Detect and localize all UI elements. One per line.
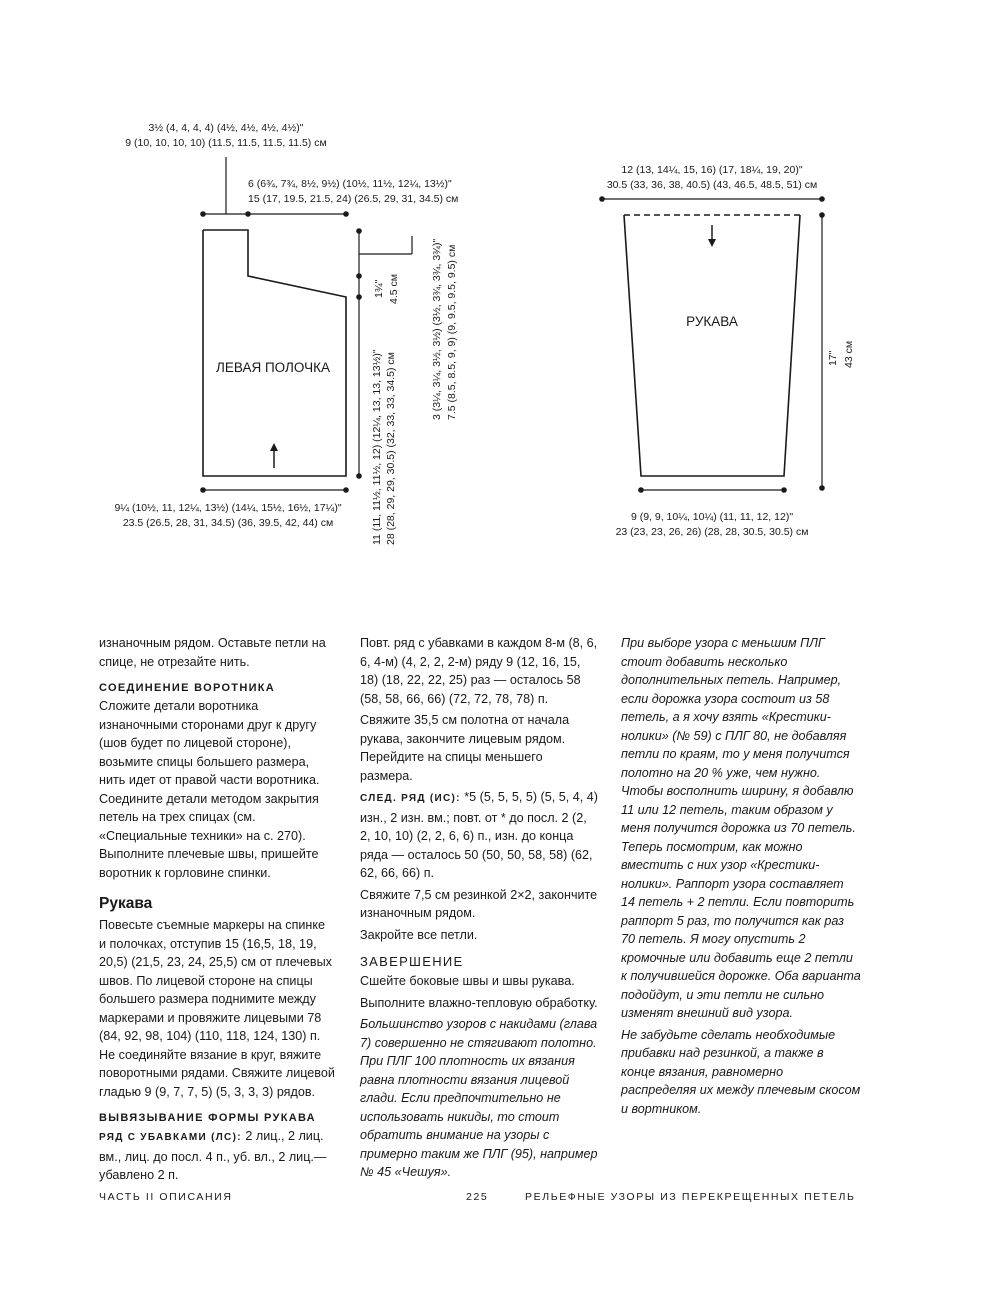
paragraph: Закройте все петли. xyxy=(360,927,478,942)
front-width-cm: 23.5 (26.5, 28, 31, 34.5) (36, 39.5, 42, 44) см xyxy=(122,517,334,529)
shoulder-drop-cm: 4.5 см xyxy=(388,274,400,304)
shoulder-width-in: 3½ (4, 4, 4, 4) (4½, 4½, 4½, 4½)" xyxy=(148,122,304,134)
paragraph-italic: Не забудьте сделать необходимые прибавки над резинкой, а также в конце вязания, равномерно распределяя их между плечевым скосом и вортником. xyxy=(621,1027,861,1116)
dim-dot xyxy=(819,485,825,491)
neck-width-cm: 15 (17, 19.5, 21.5, 24) (26.5, 29, 31, 34.5) см xyxy=(248,193,459,205)
paragraph xyxy=(360,788,598,883)
dim-dot xyxy=(356,273,362,279)
paragraph: Выполните влажно-тепловую обработку. xyxy=(360,995,598,1010)
row-lead-label: РЯД С УБАВКАМИ (ЛС): xyxy=(99,1132,242,1143)
text-column-3 xyxy=(621,634,861,1121)
sleeve-outline xyxy=(624,215,800,476)
armhole-depth-in: 3 (3¼, 3¼, 3½, 3½) (3½, 3¾, 3¾, 3¾)" xyxy=(431,238,443,420)
paragraph xyxy=(99,1127,335,1185)
footer-chapter-title: РЕЛЬЕФНЫЕ УЗОРЫ ИЗ ПЕРЕКРЕЩЕННЫХ ПЕТЕЛЬ xyxy=(525,1191,856,1203)
front-outline xyxy=(203,230,346,476)
dim-dot xyxy=(200,211,206,217)
dim-dot xyxy=(638,487,644,493)
neck-width-in: 6 (6¾, 7¾, 8½, 9½) (10½, 11½, 12¼, 13½)" xyxy=(248,178,452,190)
sleeve-length-cm: 43 см xyxy=(843,340,855,368)
sleeve-length-in: 17" xyxy=(827,350,839,366)
row-lead-label: СЛЕД. РЯД (ИС): xyxy=(360,793,461,804)
shoulder-width-cm: 9 (10, 10, 10, 10) (11.5, 11.5, 11.5, 11.5) см xyxy=(125,137,327,149)
dim-dot xyxy=(343,487,349,493)
sleeve-bottom-cm: 23 (23, 23, 26, 26) (28, 28, 30.5, 30.5) см xyxy=(615,526,809,538)
dim-dot xyxy=(200,487,206,493)
front-label: ЛЕВАЯ ПОЛОЧКА xyxy=(216,360,330,375)
paragraph: Повт. ряд с убавками в каждом 8-м (8, 6, 6, 4-м) (4, 2, 2, 2-м) ряду 9 (12, 16, 15, 18) (18, 22, 22, 25) раз — осталось 58 (58, 58, 66, 66) (72, 72, 78, 78) п. xyxy=(360,636,598,706)
paragraph-italic: Большинство узоров с накидами (глава 7) совершенно не стягивают полотно. При ПЛГ 100 плотность их вязания равна плотности вязания лицевой глади. Если предпочтительно не использовать никиды, то стоит обратить внимание на узоры с примерно таким же ПЛГ (95), например № 45 «Чешуя». xyxy=(360,1017,598,1179)
front-piece-schematic xyxy=(114,122,458,545)
dim-dot xyxy=(356,228,362,234)
dim-dot xyxy=(781,487,787,493)
sleeve-schematic xyxy=(599,164,855,538)
front-length-cm: 28 (28, 29, 29, 30.5) (32, 33, 33, 34.5) см xyxy=(385,352,397,545)
sleeve-top-in: 12 (13, 14¼, 15, 16) (17, 18¼, 19, 20)" xyxy=(621,164,803,176)
footer-section-title: ЧАСТЬ II ОПИСАНИЯ xyxy=(99,1191,233,1203)
front-length-in: 11 (11, 11½, 11½, 12) (12¼, 13, 13, 13½)" xyxy=(371,349,383,545)
sleeve-top-cm: 30.5 (33, 36, 38, 40.5) (43, 46.5, 48.5, 51) см xyxy=(606,179,818,191)
subheading-sleeve-shaping: ВЫВЯЗЫВАНИЕ ФОРМЫ РУКАВА xyxy=(99,1112,316,1124)
armhole-depth-cm: 7.5 (8.5, 8.5, 9, 9) (9, 9.5, 9.5, 9.5) см xyxy=(446,244,458,420)
paragraph: Свяжите 7,5 см резинкой 2×2, закончите изнаночным рядом. xyxy=(360,887,598,920)
section-heading-sleeves: Рукава xyxy=(99,895,153,912)
dim-dot xyxy=(599,196,605,202)
row-text: *5 (5, 5, 5, 5) (5, 5, 4, 4) изн., 2 изн. вм.; повт. от * до посл. 2 (2, 2, 10, 10) (2, 2, 6, 6) п., изн. до конца ряда — осталось 50 (50, 50, 58, 58) (62, 62, 66, 66) п. xyxy=(360,790,598,880)
dim-dot xyxy=(343,211,349,217)
dim-dot xyxy=(819,196,825,202)
text-column-2 xyxy=(360,634,598,1185)
dim-dot xyxy=(356,294,362,300)
row-text: 2 лиц., 2 лиц. вм., лиц. до посл. 4 п., уб. вл., 2 лиц.— убавлено 2 п. xyxy=(99,1129,327,1182)
front-arrow-head xyxy=(270,443,278,451)
sleeve-arrow-head xyxy=(708,239,716,247)
paragraph: Повесьте съемные маркеры на спинке и полочках, отступив 15 (16,5, 18, 19, 20,5) (21,5, 23, 24, 25,5) см от плечевых швов. По лицевой стороне на спицы большего размера поднимите между маркерами и провяжите лицевыми 78 (84, 92, 98, 104) (110, 118, 124, 130) п. Не соединяйте вязание в круг, вяжите поворотными рядами. Свяжите лицевой гладью 9 (9, 7, 7, 5) (5, 3, 3, 3) рядов. xyxy=(99,918,335,1099)
paragraph-italic: При выборе узора с меньшим ПЛГ стоит добавить несколько дополнительных петель. Например, если дорожка узора состоит из 58 петель, а я хочу взять «Крестики-нолики» (№ 59) с ПЛГ 80, не добавляя петли по краям, то у меня получится полотно на 20 % уже, чем нужно. Чтобы восполнить ширину, я добавлю 11 или 12 петель, таким образом у меня получится дорожка из 70 петель. Теперь посмотрим, как можно вместить с них узор «Крестики-нолики». Раппорт узора составляет 14 петель + 2 петли. Если повторить раппорт 5 раз, то получится как раз 70 петель. Я могу опустить 2 кромочные или добавить еще 2 петли к получившейся дорожке. Оба варианта подойдут, и эти петли не сильно изменят внешний вид узора. xyxy=(621,636,861,1020)
page-number: 225 xyxy=(466,1191,489,1203)
sleeve-bottom-in: 9 (9, 9, 10¼, 10¼) (11, 11, 12, 12)" xyxy=(630,511,794,523)
paragraph: Сложите детали воротника изнаночными сторонами друг к другу (шов будет по лицевой стороне), возьмите спицы большего размера, нить идет от правой части воротника. Соедините детали методом закрытия петель на трех спицах (см. «Специальные техники» на с. 270). Выполните плечевые швы, пришейте воротник к горловине спинки. xyxy=(99,699,320,880)
dim-dot xyxy=(819,212,825,218)
dim-dot xyxy=(356,473,362,479)
front-width-in: 9¼ (10½, 11, 12¼, 13½) (14¼, 15½, 16½, 17¼)" xyxy=(114,502,342,514)
subheading-collar-join: СОЕДИНЕНИЕ ВОРОТНИКА xyxy=(99,682,276,694)
paragraph: Свяжите 35,5 см полотна от начала рукава, закончите лицевым рядом. Перейдите на спицы меньшего размера. xyxy=(360,713,570,783)
schematic-diagram xyxy=(0,0,997,600)
paragraph: изнаночным рядом. Оставьте петли на спице, не отрезайте нить. xyxy=(99,636,326,669)
section-heading-finishing: ЗАВЕРШЕНИЕ xyxy=(360,954,464,969)
text-column-1 xyxy=(99,634,335,1188)
sleeve-label: РУКАВА xyxy=(686,314,738,329)
shoulder-drop-in: 1¾" xyxy=(373,279,385,298)
paragraph: Сшейте боковые швы и швы рукава. xyxy=(360,974,575,988)
